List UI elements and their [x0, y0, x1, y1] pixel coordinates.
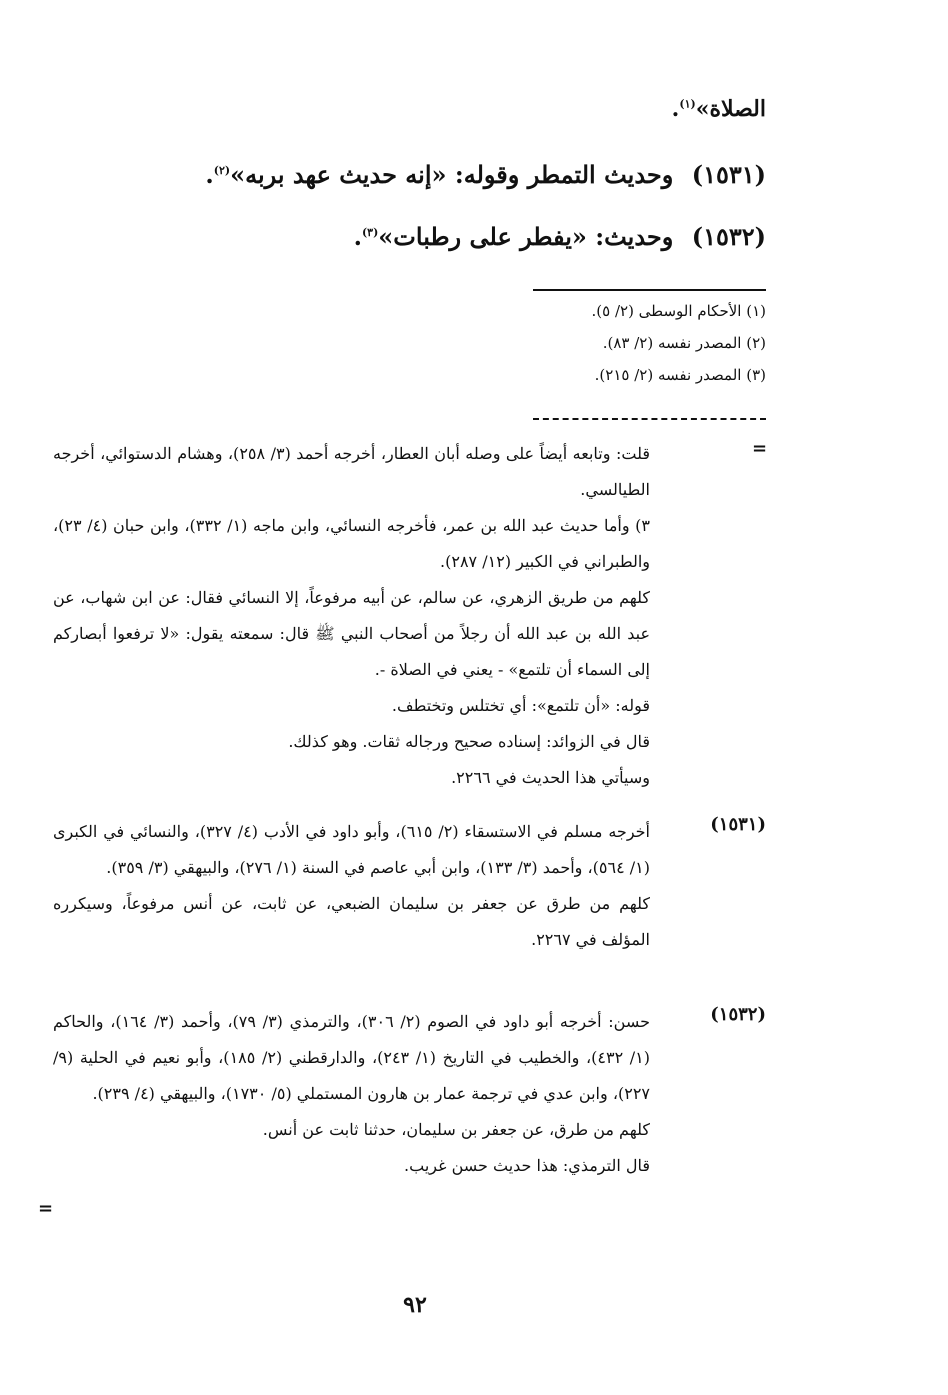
footnote-ref-1: (١) [679, 97, 696, 111]
footnote-1: (١) الأحكام الوسطى (٢/ ٥). [591, 302, 766, 320]
paragraph: قال الترمذي: هذا حديث حسن غريب. [404, 1156, 650, 1175]
footnote-ref-2: (٢) [213, 164, 231, 177]
paragraph: ٣) وأما حديث عبد الله بن عمر، فأخرجه النسائي، وابن ماجه (١/ ٣٣٢)، وابن حبان (٤/ ٢٣)، والطبراني في الكبير (١٢/ ٢٨٧). [53, 516, 650, 571]
opening-line [672, 96, 766, 122]
commentary-1531 [53, 814, 650, 958]
commentary-number-1532: (١٥٣٢) [710, 1004, 766, 1025]
hadith-number: (١٥٣٢) [691, 222, 766, 251]
paragraph: أخرجه مسلم في الاستسقاء (٢/ ٦١٥)، وأبو داود في الأدب (٤/ ٣٢٧)، والنسائي في الكبرى (١/ ٥٦٤)، وأحمد (٣/ ١٣٣)، وابن أبي عاصم في السنة (١/ ٢٧٦)، والبيهقي (٣/ ٣٥٩). [53, 822, 650, 877]
footnote-3: (٣) المصدر نفسه (٢/ ٢١٥). [594, 366, 766, 384]
paragraph: حسن: أخرجه أبو داود في الصوم (٢/ ٣٠٦)، والترمذي (٣/ ٧٩)، وأحمد (٣/ ١٦٤)، والحاكم (١/ ٤٣٢)، والخطيب في التاريخ (١/ ٢٤٣)، والدارقطني (٢/ ١٨٥)، وأبو نعيم في الحلية (٩/ ٢٢٧)، وابن عدي في ترجمة عمار بن هارون المستملي (٥/ ١٧٣٠)، والبيهقي (٤/ ٢٣٩). [53, 1012, 650, 1103]
commentary-continuation [53, 436, 650, 796]
hadith-number: (١٥٣١) [691, 160, 766, 189]
hadith-end: . [205, 160, 214, 189]
hadith-line-1531 [205, 160, 766, 189]
commentary-number-1531: (١٥٣١) [710, 814, 766, 835]
continuation-mark-top: = [752, 438, 768, 459]
commentary-1532 [53, 1004, 650, 1184]
opening-text: الصلاة» [695, 96, 766, 122]
page-number: ٩٢ [403, 1292, 427, 1318]
hadith-text: وحديث التمطر وقوله: «إنه حديث عهد بربه» [230, 160, 674, 189]
paragraph: كلهم من طرق، عن جعفر بن سليمان، حدثنا ثابت عن أنس. [262, 1120, 650, 1139]
paragraph: قوله: «أن تلتمع»: أي تختلس وتختطف. [391, 696, 650, 715]
footnote-separator [533, 289, 766, 291]
paragraph: كلهم من طرق عن جعفر بن سليمان الضبعي، عن ثابت، عن أنس مرفوعاً، وسيكرره المؤلف في ٢٢٦٧. [53, 894, 650, 949]
hadith-line-1532 [354, 222, 766, 251]
opening-end: . [671, 96, 680, 122]
continuation-mark-bottom: = [38, 1198, 54, 1219]
paragraph: قال في الزوائد: إسناده صحيح ورجاله ثقات. وهو كذلك. [288, 732, 650, 751]
paragraph: وسيأتي هذا الحديث في ٢٢٦٦. [451, 768, 650, 787]
dashed-separator [533, 418, 766, 420]
footnote-2: (٢) المصدر نفسه (٢/ ٨٣). [602, 334, 766, 352]
hadith-text: وحديث: «يفطر على رطبات» [378, 222, 674, 251]
footnote-ref-3: (٣) [361, 226, 379, 239]
hadith-end: . [353, 222, 362, 251]
paragraph: كلهم من طريق الزهري، عن سالم، عن أبيه مرفوعاً، إلا النسائي فقال: عن ابن شهاب، عن عبد الله بن عبد الله أن رجلاً من أصحاب النبي ﷺ قال: سمعته يقول: «لا ترفعوا أبصاركم إلى السماء أن تلتمع» - يعني في الصلاة -. [53, 588, 651, 679]
paragraph: قلت: وتابعه أيضاً على وصله أبان العطار، أخرجه أحمد (٣/ ٢٥٨)، وهشام الدستوائي، أخرجه الطيالسي. [53, 444, 651, 499]
